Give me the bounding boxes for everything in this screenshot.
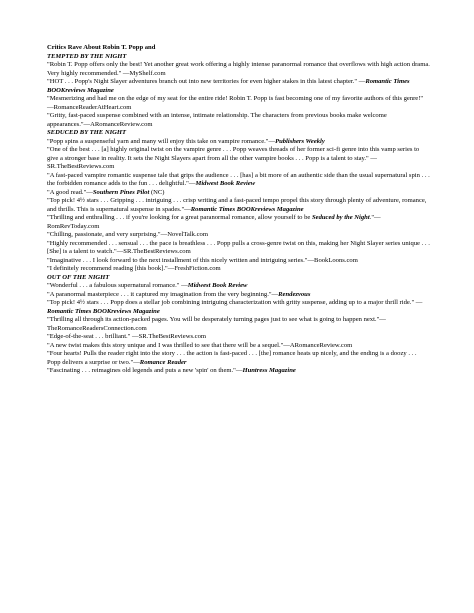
review-quote: "One of the best . . . [a] highly original twist on the vampire genre . . . Popp weaves threads of her former sci-fi genre into this vamp series to give a stronger base in reality. It sets the Night Slayers apart from all the other vampire books . . . Popp is a talent to stay." —SR.TheBestReviews.com — [47, 146, 420, 170]
review-quote: "Robin T. Popp offers only the best! Yet another great work offering a highly intense paranormal romance that overflows with high action drama. Very highly recommended." —MyShelf.com — [47, 61, 430, 77]
review-quote: "Imaginative . . . I look forward to the next installment of this nicely written and intriguing series."—BookLoons.com — [47, 256, 358, 264]
review-source: Romance Reader — [139, 358, 187, 366]
review-quote: "A paranormal masterpiece . . . it captured my imagination from the very beginning."—Rendezvous — [47, 290, 311, 298]
section-heading: SEDUCED BY THE NIGHT — [47, 129, 127, 136]
review-quote: "I definitely recommend reading [this book]."—FreshFiction.com — [47, 265, 221, 272]
review-quote: "Top pick! 4½ stars . . . Gripping . . . intriguing . . . crisp writing and a fast-paced tempo propel this story through plenty of adventure, romance, and thrills. This is supernatural suspense in spades."—Romantic Times BOOKreviews Magazine — [47, 197, 427, 213]
review-quote: "Gritty, fast-paced suspense combined with an intense, intimate relationship. The characters from previous books make welcome appearances."—ARomanceReview.com — [47, 112, 387, 128]
section-heading: TEMPTED BY THE NIGHT — [47, 52, 127, 60]
review-source: Romantic Times BOOKreviews Magazine — [47, 307, 160, 315]
review-source: Romantic Times BOOKreviews Magazine — [190, 205, 304, 213]
review-source: Midwest Book Review — [195, 180, 256, 187]
section-heading: OUT OF THE NIGHT — [47, 273, 110, 281]
review-quote: "A good read."—Southern Pines Pilot (NC) — [47, 188, 165, 196]
review-quote: "Chilling, passionate, and very surprising."—NovelTalk.com — [47, 231, 208, 238]
document-page — [47, 44, 430, 376]
review-source: Romantic Times BOOKreviews Magazine — [47, 78, 410, 94]
page-title: Critics Rave About Robin T. Popp and — [47, 44, 156, 51]
review-quote: "A fast-paced vampire romantic suspense tale that grips the audience . . . [has] a bit more of an authentic side than the usual supernatural spin . . . the forbidden romance adds to the fun . . . delightful."—Midwest Book Review — [47, 171, 430, 187]
book-title: Seduced by the Night — [311, 214, 370, 221]
review-quote: "Four hearts! Pulls the reader right into the story . . . the action is fast-paced . . . [the] romance heats up nicely, and the ending is a doozy . . . Popp delivers a surprise or two."—Romance Reader — [47, 350, 417, 366]
review-source: Southern Pines Pilot — [92, 188, 150, 196]
review-quote: "Top pick! 4½ stars . . . Popp does a stellar job combining intriguing characterization with gritty suspense, adding up to a major thrill ride." —Romantic Times BOOKreviews Magazine — [47, 299, 423, 315]
review-quote: "HOT . . . Popp's Night Slayer adventures branch out into new territories for even higher stakes in this latest chapter." —Romantic Times BOOKreviews Magazine — [47, 78, 410, 94]
review-source: Publishers Weekly — [275, 137, 325, 145]
review-source: Huntress Magazine — [242, 367, 296, 374]
review-quote: "Highly recommended . . . sensual . . . the pace is breathless . . . Popp pulls a cross-genre twist on this, making her Night Slayer series unique . . . [She] is a talent to watch."—SR.TheBestReviews.com — [47, 239, 430, 255]
review-quote: "Popp spins a suspenseful yarn and many will enjoy this take on vampire romance."—Publishers Weekly — [47, 137, 325, 145]
review-quote: "Thrilling and enthralling . . . if you're looking for a great paranormal romance, allow yourself to be Seduced by the Night."—RomRevToday.com — [47, 214, 381, 230]
review-quote: "A new twist makes this story unique and I was thrilled to see that there will be a sequel."—ARomanceReview.com — [47, 341, 353, 349]
review-source: Rendezvous — [278, 290, 311, 298]
review-quote: "Edge-of-the-seat . . . brilliant." —SR.TheBestReviews.com — [47, 333, 207, 340]
review-quote: "Thrilling all through its action-packed pages. You will be desperately turning pages just to see what is going to happen next."—TheRomanceReadersConnection.com — [47, 316, 386, 332]
review-quote: "Fascinating . . . reimagines old legends and puts a new 'spin' on them."—Huntress Magazine — [47, 367, 296, 374]
review-source: Midwest Book Review — [187, 282, 248, 289]
review-quote: "Wonderful . . . a fabulous supernatural romance." —Midwest Book Review — [47, 282, 248, 289]
review-quote: "Mesmerizing and had me on the edge of my seat for the entire ride! Robin T. Popp is fast becoming one of my favorite authors of this genre!" —RomanceReaderAtHeart.com — [47, 95, 424, 111]
